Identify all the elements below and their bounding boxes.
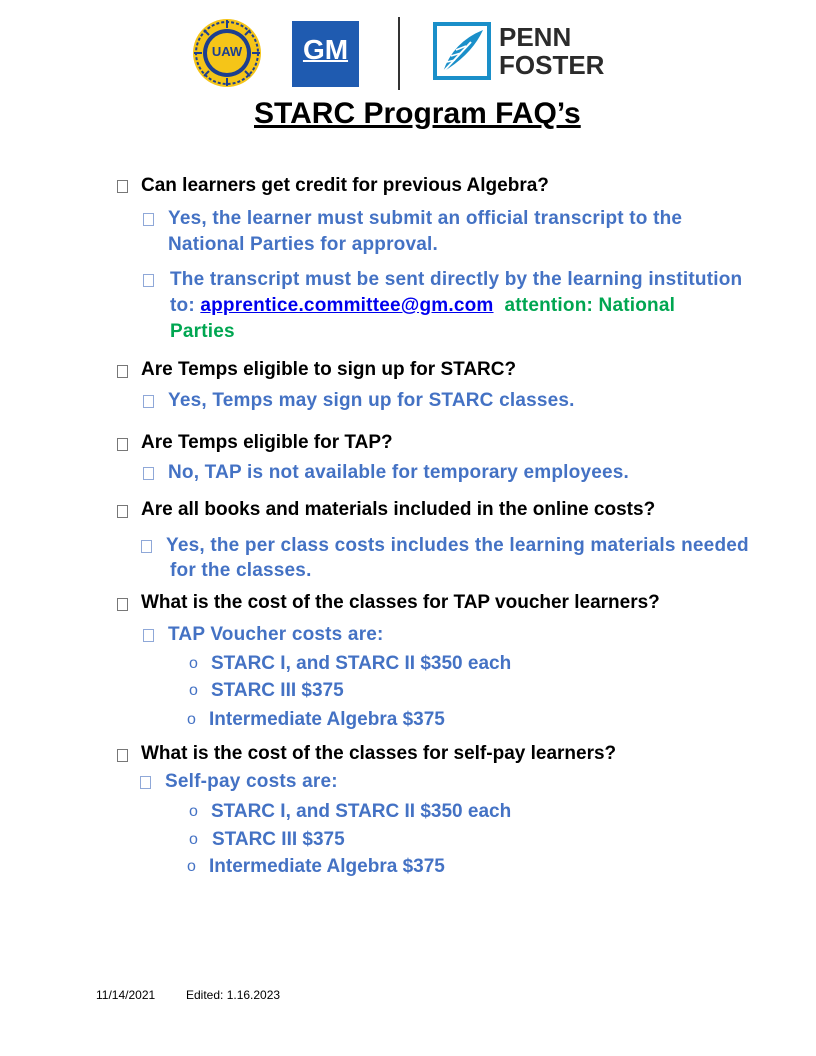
attention-text: attention: National [504,295,676,316]
sub-bullet: o [189,831,198,848]
tap-cost-starc-3: STARC III $375 [211,680,344,701]
faq-answer-6-1: Self-pay costs are: [165,771,338,792]
sub-bullet: o [189,682,198,699]
faq-answer-1-2-line3: Parties [170,321,235,342]
answer-bullet [143,395,154,408]
sub-bullet: o [187,858,196,875]
sub-bullet: o [189,803,198,820]
logo-divider [398,17,400,90]
faq-answer-2-1: Yes, Temps may sign up for STARC classes. [168,390,575,411]
faq-answer-1-2-line2 [170,295,675,317]
faq-question-4: Are all books and materials included in the online costs? [141,499,656,520]
sub-bullet: o [187,711,196,728]
sub-bullet: o [189,655,198,672]
uaw-logo-text: UAW [211,44,243,59]
to-label: to: [170,295,195,316]
faq-answer-1-1-line1: Yes, the learner must submit an official transcript to the [168,208,683,229]
penn-foster-line1: PENN [499,22,572,52]
question-bullet [117,598,128,611]
question-bullet [117,749,128,762]
faq-question-1: Can learners get credit for previous Algebra? [141,175,549,196]
feather-icon [433,22,491,80]
answer-bullet [143,274,154,287]
faq-answer-3-1: No, TAP is not available for temporary employees. [168,462,630,483]
question-bullet [117,438,128,451]
page-title: STARC Program FAQ’s [254,97,581,130]
self-pay-cost-algebra: Intermediate Algebra $375 [209,856,445,877]
faq-question-6: What is the cost of the classes for self-pay learners? [141,743,617,764]
tap-cost-algebra: Intermediate Algebra $375 [209,709,445,730]
faq-answer-5-1: TAP Voucher costs are: [168,624,384,645]
question-bullet [117,365,128,378]
faq-answer-4-1-line2: for the classes. [170,560,312,581]
penn-foster-logo [433,22,623,82]
gm-logo-text: GM [302,34,349,65]
faq-question-3: Are Temps eligible for TAP? [141,432,393,453]
self-pay-cost-starc-3: STARC III $375 [212,829,345,850]
faq-question-2: Are Temps eligible to sign up for STARC? [141,359,517,380]
answer-bullet [141,540,152,553]
penn-foster-line2: FOSTER [499,50,605,80]
email-link[interactable]: apprentice.committee@gm.com [200,295,494,316]
answer-bullet [143,629,154,642]
answer-bullet [140,776,151,789]
footer-date: 11/14/2021 [96,988,156,1002]
faq-answer-1-1-line2: National Parties for approval. [168,234,438,255]
self-pay-cost-starc-1-2: STARC I, and STARC II $350 each [211,801,512,822]
faq-answer-4-1-line1: Yes, the per class costs includes the learning materials needed [166,535,749,556]
uaw-logo [192,18,262,88]
footer-edited: Edited: 1.16.2023 [186,988,281,1002]
faq-answer-1-2-line1: The transcript must be sent directly by the learning institution [170,269,743,290]
tap-cost-starc-1-2: STARC I, and STARC II $350 each [211,653,512,674]
faq-question-5: What is the cost of the classes for TAP voucher learners? [141,592,660,613]
question-bullet [117,180,128,193]
answer-bullet [143,467,154,480]
question-bullet [117,505,128,518]
gm-logo [292,21,359,87]
answer-bullet [143,213,154,226]
